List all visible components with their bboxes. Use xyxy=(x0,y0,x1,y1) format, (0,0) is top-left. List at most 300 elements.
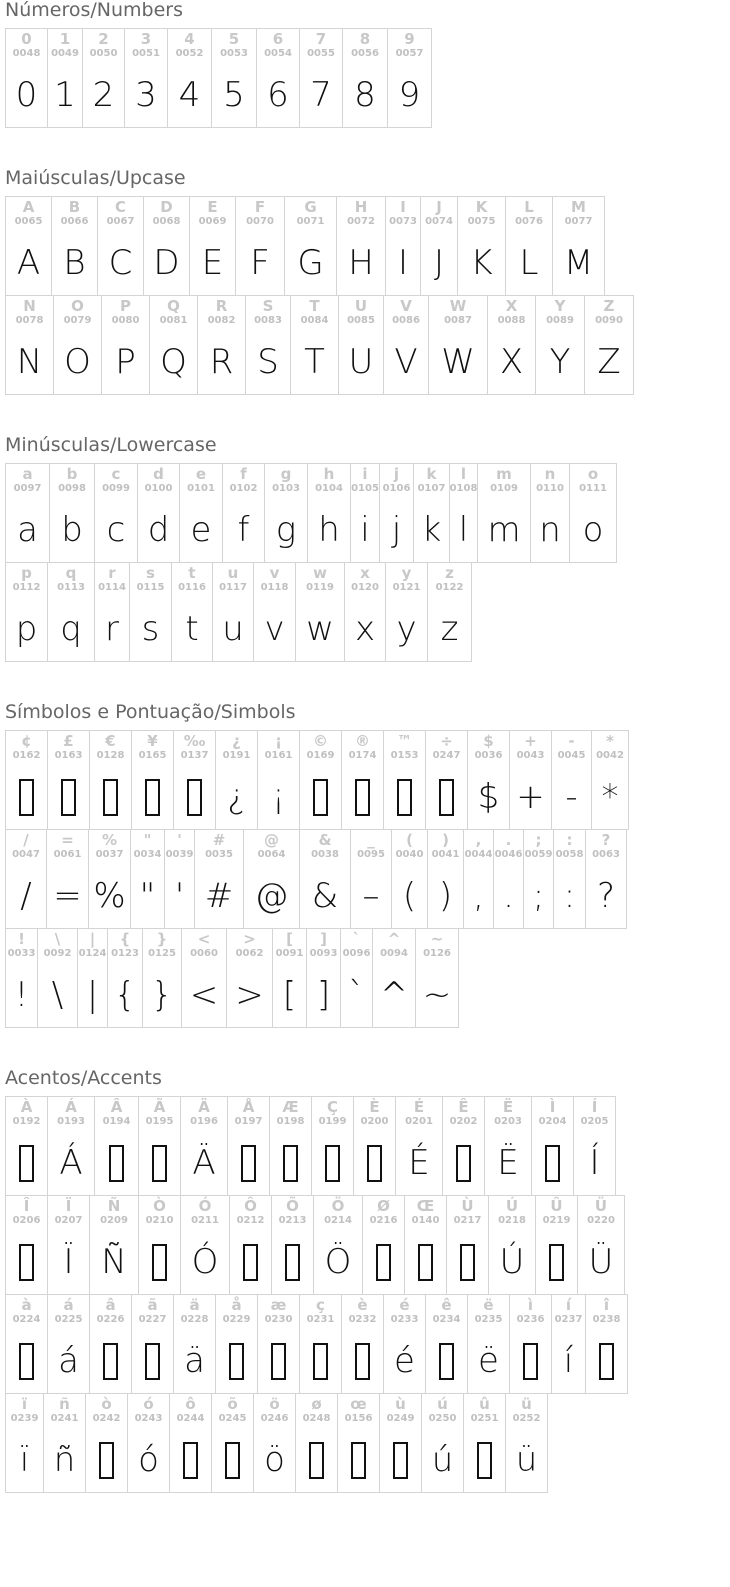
glyph-cell xyxy=(385,562,428,662)
reference-character: \ xyxy=(54,930,61,948)
character-code: 0085 xyxy=(347,315,375,326)
font-glyph: ? xyxy=(596,876,616,916)
missing-glyph-box xyxy=(109,1127,124,1195)
glyph-cell xyxy=(131,1294,174,1394)
character-code: 0202 xyxy=(449,1116,478,1127)
glyph-cell xyxy=(336,196,386,296)
character-code: 0118 xyxy=(260,582,289,593)
glyph-cell xyxy=(379,463,414,563)
reference-character: m xyxy=(496,465,512,483)
glyph-cell xyxy=(89,1195,139,1295)
missing-glyph-box xyxy=(545,1127,560,1195)
character-code: 0174 xyxy=(348,750,377,761)
character-code: 0068 xyxy=(152,216,181,227)
missing-glyph-icon xyxy=(376,1244,391,1281)
character-code: 0054 xyxy=(264,48,292,59)
reference-character: u xyxy=(227,564,239,582)
font-glyph: T xyxy=(304,342,325,382)
character-code: 0102 xyxy=(229,483,258,494)
glyph-cell xyxy=(509,730,552,830)
character-code: 0117 xyxy=(219,582,247,593)
reference-character: à xyxy=(21,1296,32,1314)
font-glyph: } xyxy=(151,975,173,1015)
reference-character: Ô xyxy=(244,1197,257,1215)
missing-glyph-icon xyxy=(183,1442,198,1479)
glyph-cell xyxy=(229,1195,272,1295)
character-code: 0097 xyxy=(13,483,42,494)
character-code: 0196 xyxy=(190,1116,218,1127)
reference-character: X xyxy=(505,297,518,315)
reference-character: å xyxy=(231,1296,242,1314)
reference-character: G xyxy=(304,198,317,216)
reference-character: q xyxy=(65,564,77,582)
font-glyph: é xyxy=(394,1341,415,1381)
missing-glyph-icon xyxy=(313,779,328,816)
font-glyph: + xyxy=(516,777,545,817)
missing-glyph-icon xyxy=(313,1343,328,1380)
font-glyph: Ü xyxy=(588,1242,614,1282)
character-code: 0110 xyxy=(536,483,564,494)
reference-character: ê xyxy=(441,1296,452,1314)
reference-character: O xyxy=(71,297,84,315)
reference-character: V xyxy=(400,297,412,315)
character-code: 0239 xyxy=(10,1413,39,1424)
reference-character: ï xyxy=(21,1395,28,1413)
glyph-cell xyxy=(47,1195,90,1295)
font-glyph: E xyxy=(201,243,224,283)
reference-character: L xyxy=(524,198,534,216)
reference-character: i xyxy=(362,465,368,483)
character-code: 0224 xyxy=(12,1314,41,1325)
character-code: 0156 xyxy=(344,1413,373,1424)
character-code: 0169 xyxy=(306,750,335,761)
reference-character: ü xyxy=(521,1395,532,1413)
glyph-cell xyxy=(421,1393,464,1493)
glyph-cell xyxy=(505,196,553,296)
reference-character: I xyxy=(400,198,406,216)
character-code: 0062 xyxy=(235,948,264,959)
reference-character: Å xyxy=(242,1098,255,1116)
character-code: 0126 xyxy=(423,948,451,959)
character-code: 0087 xyxy=(444,315,472,326)
character-code: 0072 xyxy=(347,216,375,227)
character-code: 0044 xyxy=(464,849,493,860)
glyph-cell xyxy=(257,730,300,830)
glyph-cell xyxy=(284,196,337,296)
font-glyph: ] xyxy=(316,975,331,1015)
glyph-cell xyxy=(383,295,429,395)
reference-character: ] xyxy=(320,930,327,948)
reference-character: Ü xyxy=(594,1197,608,1215)
reference-character: ) xyxy=(442,831,449,849)
reference-character: Ö xyxy=(331,1197,345,1215)
glyph-cell xyxy=(484,1096,532,1196)
glyph-cell xyxy=(585,829,627,929)
glyph-cell xyxy=(47,28,83,128)
missing-glyph-icon xyxy=(152,1244,167,1281)
character-code: 0066 xyxy=(60,216,89,227)
missing-glyph-icon xyxy=(229,1343,244,1380)
glyph-cell xyxy=(211,28,257,128)
glyph-cell xyxy=(89,1294,132,1394)
glyph-cell xyxy=(342,28,388,128)
reference-character: - xyxy=(568,732,575,750)
character-code: 0091 xyxy=(275,948,304,959)
character-code: 0249 xyxy=(386,1413,415,1424)
glyph-cell xyxy=(212,562,254,662)
font-glyph: v xyxy=(264,609,285,649)
glyph-cell xyxy=(245,295,291,395)
reference-character: Y xyxy=(554,297,566,315)
font-glyph: Ñ xyxy=(101,1242,127,1282)
character-code: 0211 xyxy=(191,1215,219,1226)
glyph-cell xyxy=(427,562,472,662)
font-glyph: u xyxy=(222,609,244,649)
missing-glyph-box xyxy=(241,1127,256,1195)
glyph-cell xyxy=(142,928,182,1028)
glyph-cell xyxy=(138,1195,181,1295)
character-code: 0112 xyxy=(12,582,41,593)
glyph-cell xyxy=(446,1195,489,1295)
character-code: 0197 xyxy=(234,1116,263,1127)
glyph-cell xyxy=(584,295,634,395)
glyph-cell xyxy=(167,28,212,128)
missing-glyph-box xyxy=(145,761,160,829)
reference-character: ò xyxy=(101,1395,112,1413)
missing-glyph-icon xyxy=(367,1145,382,1182)
font-glyph: j xyxy=(391,510,402,550)
section-spacer xyxy=(5,1493,730,1533)
section-title: Símbolos e Pontuação/Simbols xyxy=(5,701,296,723)
glyph-cell xyxy=(311,1096,354,1196)
character-code: 0244 xyxy=(176,1413,205,1424)
font-glyph: ~ xyxy=(422,975,452,1015)
reference-character: 6 xyxy=(272,30,284,48)
character-code: 0035 xyxy=(205,849,233,860)
reference-character: f xyxy=(240,465,247,483)
missing-glyph-icon xyxy=(351,1442,366,1479)
glyph-cell xyxy=(164,829,195,929)
font-glyph: / xyxy=(20,876,32,916)
glyph-cell xyxy=(173,730,216,830)
missing-glyph-box xyxy=(99,1424,114,1492)
missing-glyph-icon xyxy=(225,1442,240,1479)
reference-character: @ xyxy=(264,831,279,849)
glyph-cell xyxy=(47,562,95,662)
missing-glyph-box xyxy=(313,1325,328,1393)
glyph-cell xyxy=(5,829,47,929)
glyph-cell xyxy=(387,28,432,128)
reference-character: è xyxy=(357,1296,368,1314)
font-glyph: [ xyxy=(282,975,297,1015)
missing-glyph-icon xyxy=(393,1442,408,1479)
glyph-cell xyxy=(89,730,132,830)
reference-character: É xyxy=(413,1098,425,1116)
glyph-row xyxy=(5,562,730,662)
reference-character: n xyxy=(544,465,556,483)
character-code: 0070 xyxy=(246,216,274,227)
reference-character: j xyxy=(393,465,400,483)
character-code: 0076 xyxy=(515,216,543,227)
character-code: 0043 xyxy=(516,750,545,761)
font-glyph: L xyxy=(519,243,539,283)
reference-character: 0 xyxy=(21,30,32,48)
font-glyph: d xyxy=(147,510,170,550)
font-glyph: 2 xyxy=(92,75,115,115)
reference-character: Â xyxy=(110,1098,123,1116)
missing-glyph-icon xyxy=(243,1244,258,1281)
reference-character: y xyxy=(401,564,412,582)
glyph-cell xyxy=(5,1294,48,1394)
font-glyph: q xyxy=(60,609,82,649)
glyph-cell xyxy=(101,295,150,395)
glyph-cell xyxy=(5,562,48,662)
reference-character: N xyxy=(23,297,36,315)
character-code: 0084 xyxy=(300,315,329,326)
reference-character: | xyxy=(89,930,96,948)
glyph-cell xyxy=(137,463,180,563)
glyph-cell xyxy=(391,829,428,929)
font-glyph: z xyxy=(440,609,459,649)
glyph-cell xyxy=(467,1294,510,1394)
font-glyph: | xyxy=(86,975,99,1015)
character-code: 0038 xyxy=(311,849,339,860)
font-glyph: ¡ xyxy=(271,777,286,817)
missing-glyph-box xyxy=(351,1424,366,1492)
reference-character: ( xyxy=(406,831,413,849)
glyph-cell xyxy=(37,928,78,1028)
glyph-cell xyxy=(477,463,531,563)
character-code: 0039 xyxy=(165,849,194,860)
reference-character: ó xyxy=(143,1395,154,1413)
glyph-cell xyxy=(379,1393,422,1493)
section-spacer xyxy=(5,1028,730,1068)
reference-character: x xyxy=(360,564,370,582)
character-code: 0204 xyxy=(538,1116,567,1127)
missing-glyph-box xyxy=(285,1226,300,1294)
character-code: 0233 xyxy=(390,1314,419,1325)
glyph-cell xyxy=(488,1195,536,1295)
font-glyph: 7 xyxy=(310,75,332,115)
glyph-cell xyxy=(577,1195,625,1295)
glyph-cell xyxy=(272,928,307,1028)
font-glyph: c xyxy=(106,510,126,550)
glyph-cell xyxy=(449,463,478,563)
character-code: 0092 xyxy=(43,948,72,959)
glyph-cell xyxy=(94,463,138,563)
reference-character: œ xyxy=(350,1395,367,1413)
reference-character: ã xyxy=(147,1296,158,1314)
reference-character: © xyxy=(313,732,328,750)
font-glyph: l xyxy=(458,510,469,550)
reference-character: È xyxy=(369,1098,380,1116)
character-code: 0231 xyxy=(306,1314,335,1325)
reference-character: % xyxy=(101,831,118,849)
reference-character: = xyxy=(61,831,74,849)
character-code: 0064 xyxy=(257,849,286,860)
character-code: 0045 xyxy=(557,750,586,761)
glyph-cell xyxy=(353,1096,396,1196)
missing-glyph-icon xyxy=(477,1442,492,1479)
reference-character: 2 xyxy=(98,30,109,48)
character-code: 0206 xyxy=(12,1215,41,1226)
glyph-cell xyxy=(189,196,236,296)
font-glyph: Á xyxy=(59,1143,83,1183)
missing-glyph-icon xyxy=(355,1343,370,1380)
reference-character: 3 xyxy=(140,30,152,48)
font-glyph: 5 xyxy=(223,75,245,115)
character-code: 0047 xyxy=(12,849,40,860)
missing-glyph-icon xyxy=(325,1145,340,1182)
font-glyph: = xyxy=(53,876,82,916)
section-spacer xyxy=(5,662,730,702)
character-code: 0094 xyxy=(380,948,408,959)
font-glyph: o xyxy=(582,510,604,550)
reference-character: k xyxy=(426,465,437,483)
character-code: 0046 xyxy=(494,849,523,860)
character-code: 0232 xyxy=(348,1314,377,1325)
font-glyph: e xyxy=(190,510,212,550)
font-glyph: 4 xyxy=(178,75,201,115)
reference-character: € xyxy=(105,732,116,750)
missing-glyph-icon xyxy=(145,1343,160,1380)
glyph-cell xyxy=(425,1294,468,1394)
reference-character: á xyxy=(63,1296,74,1314)
font-glyph: N xyxy=(16,342,43,382)
character-code: 0096 xyxy=(342,948,371,959)
glyph-cell xyxy=(129,562,172,662)
character-code: 0104 xyxy=(315,483,343,494)
reference-character: ñ xyxy=(59,1395,70,1413)
font-glyph: p xyxy=(15,609,38,649)
section-title: Minúsculas/Lowercase xyxy=(5,434,217,456)
missing-glyph-box xyxy=(393,1424,408,1492)
font-glyph: Ë xyxy=(497,1143,519,1183)
missing-glyph-box xyxy=(19,761,34,829)
reference-character: æ xyxy=(270,1296,287,1314)
missing-glyph-box xyxy=(397,761,412,829)
glyph-cell xyxy=(222,463,265,563)
reference-character: Ä xyxy=(198,1098,210,1116)
character-code: 0061 xyxy=(53,849,82,860)
font-glyph: b xyxy=(61,510,83,550)
reference-character: / xyxy=(23,831,29,849)
missing-glyph-icon xyxy=(271,1343,286,1380)
reference-character: û xyxy=(479,1395,490,1413)
glyph-cell xyxy=(428,295,488,395)
glyph-cell xyxy=(415,928,459,1028)
reference-character: r xyxy=(108,564,116,582)
character-code: 0090 xyxy=(595,315,623,326)
glyph-cell xyxy=(130,829,165,929)
glyph-cell xyxy=(197,295,246,395)
glyph-cell xyxy=(46,829,89,929)
reference-character: ' xyxy=(177,831,182,849)
missing-glyph-box xyxy=(19,1127,34,1195)
missing-glyph-icon xyxy=(285,1244,300,1281)
glyph-cell xyxy=(169,1393,212,1493)
missing-glyph-box xyxy=(309,1424,324,1492)
reference-character: F xyxy=(254,198,266,216)
reference-character: Ë xyxy=(502,1098,514,1116)
reference-character: £ xyxy=(63,732,74,750)
glyph-cell xyxy=(493,829,524,929)
glyph-cell xyxy=(47,1096,95,1196)
character-code: 0099 xyxy=(102,483,130,494)
character-code: 0236 xyxy=(516,1314,545,1325)
reference-character: Ø xyxy=(377,1197,390,1215)
character-code: 0033 xyxy=(7,948,36,959)
glyph-cell xyxy=(487,295,536,395)
character-code: 0252 xyxy=(512,1413,541,1424)
glyph-cell xyxy=(180,1195,230,1295)
missing-glyph-box xyxy=(243,1226,258,1294)
font-glyph: á xyxy=(58,1341,79,1381)
font-glyph: S xyxy=(257,342,279,382)
character-code: 0250 xyxy=(428,1413,457,1424)
character-code: 0108 xyxy=(449,483,478,494)
missing-glyph-icon xyxy=(241,1145,256,1182)
font-glyph: 9 xyxy=(398,75,421,115)
character-code: 0059 xyxy=(524,849,553,860)
font-glyph: * xyxy=(601,777,619,817)
missing-glyph-icon xyxy=(523,1343,538,1380)
character-code: 0227 xyxy=(138,1314,167,1325)
glyph-cell xyxy=(43,1393,86,1493)
font-glyph: ) xyxy=(438,876,453,916)
glyph-row xyxy=(5,28,730,128)
character-code: 0106 xyxy=(382,483,411,494)
character-code: 0093 xyxy=(309,948,338,959)
font-glyph: í xyxy=(563,1341,574,1381)
font-glyph: n xyxy=(539,510,561,550)
font-glyph: Ö xyxy=(324,1242,352,1282)
glyph-cell xyxy=(53,295,102,395)
reference-character: a xyxy=(22,465,33,483)
character-code: 0199 xyxy=(318,1116,347,1127)
glyph-cell xyxy=(350,463,380,563)
glyph-cell xyxy=(338,295,384,395)
glyph-cell xyxy=(535,295,585,395)
missing-glyph-box xyxy=(477,1424,492,1492)
character-code: 0241 xyxy=(50,1413,79,1424)
font-glyph: r xyxy=(105,609,119,649)
glyph-cell xyxy=(463,829,494,929)
reference-character: * xyxy=(606,732,614,750)
reference-character: â xyxy=(105,1296,116,1314)
reference-character: [ xyxy=(286,930,293,948)
character-code: 0195 xyxy=(145,1116,174,1127)
missing-glyph-icon xyxy=(99,1442,114,1479)
font-glyph: I xyxy=(397,243,409,283)
character-code: 0063 xyxy=(592,849,620,860)
glyph-row xyxy=(5,1294,730,1394)
missing-glyph-box xyxy=(355,1325,370,1393)
character-code: 0121 xyxy=(392,582,421,593)
font-glyph: ï xyxy=(19,1440,30,1480)
font-glyph: Í xyxy=(589,1143,600,1183)
reference-character: Õ xyxy=(286,1197,299,1215)
character-code: 0055 xyxy=(307,48,335,59)
character-code: 0162 xyxy=(12,750,41,761)
glyph-cell xyxy=(149,295,198,395)
glyph-cell xyxy=(467,730,510,830)
glyph-cell xyxy=(299,28,343,128)
character-code: 0049 xyxy=(51,48,79,59)
reference-character: E xyxy=(207,198,218,216)
reference-character: ‰ xyxy=(183,732,206,750)
glyph-cell xyxy=(107,928,143,1028)
